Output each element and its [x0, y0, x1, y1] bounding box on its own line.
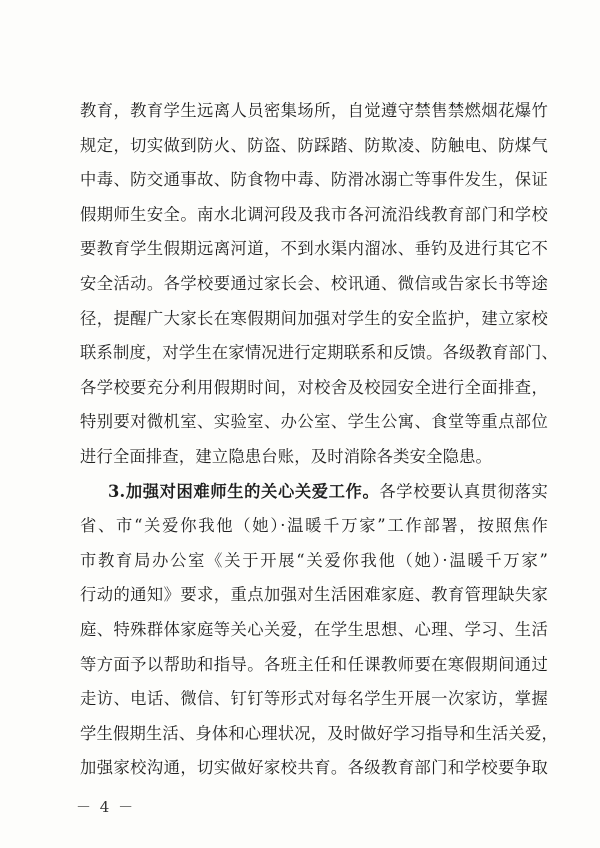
paragraph-line: 规定，切实做到防火、防盗、防踩踏、防欺凌、防触电、防煤气 — [80, 135, 548, 155]
paragraph-line: 各学校要充分利用假期时间，对校舍及校园安全进行全面排查， — [80, 377, 548, 397]
paragraph-line: 特别要对微机室、实验室、办公室、学生公寓、食堂等重点部位 — [80, 412, 548, 432]
paragraph-line: 安全活动。各学校要通过家长会、校讯通、微信或告家长书等途 — [80, 273, 548, 293]
paragraph-line: 径，提醒广大家长在寒假期间加强对学生的安全监护，建立家校 — [80, 308, 548, 328]
paragraph-line: 中毒、防交通事故、防食物中毒、防滑冰溺亡等事件发生，保证 — [80, 170, 548, 190]
paragraph-line: 假期师生安全。南水北调河段及我市各河流沿线教育部门和学校 — [80, 204, 548, 224]
paragraph-line: 进行全面排查，建立隐患台账，及时消除各类安全隐患。 — [80, 446, 493, 466]
paragraph-line: 要教育学生假期远离河道，不到水渠内溜冰、垂钓及进行其它不 — [80, 239, 548, 259]
section-3-first-line-text: 各学校要认真贯彻落实 — [379, 481, 548, 501]
page-number: － 4 － — [76, 798, 136, 816]
paragraph-line: 教育，教育学生远离人员密集场所，自觉遵守禁售禁燃烟花爆竹 — [80, 101, 548, 120]
paragraph-line: 联系制度，对学生在家情况进行定期联系和反馈。各级教育部门、 — [80, 343, 558, 363]
section-3-line: 庭、特殊群体家庭等关心关爱，在学生思想、心理、学习、生活 — [80, 619, 548, 639]
section-3-line: 走访、电话、微信、钉钉等形式对每名学生开展一次家访，掌握 — [80, 689, 548, 709]
section-3-line: 加强家校沟通，切实做好家校共育。各级教育部门和学校要争取 — [80, 758, 548, 778]
section-3-line: 市教育局办公室《关于开展“关爱你我他（她）·温暖千万家” — [80, 550, 548, 570]
section-3-heading: 3.加强对困难师生的关心关爱工作。 — [108, 481, 380, 501]
body-text — [80, 94, 558, 786]
section-3-first-line — [80, 475, 548, 510]
section-3-line: 等方面予以帮助和指导。各班主任和任课教师要在寒假期间通过 — [80, 654, 548, 674]
section-3-line: 省、市“关爱你我他（她）·温暖千万家”工作部署，按照焦作 — [80, 516, 548, 536]
section-3-line: 学生假期生活、身体和心理状况，及时做好学习指导和生活关爱， — [80, 723, 558, 743]
section-3-line: 行动的通知》要求，重点加强对生活困难家庭、教育管理缺失家 — [80, 585, 548, 605]
